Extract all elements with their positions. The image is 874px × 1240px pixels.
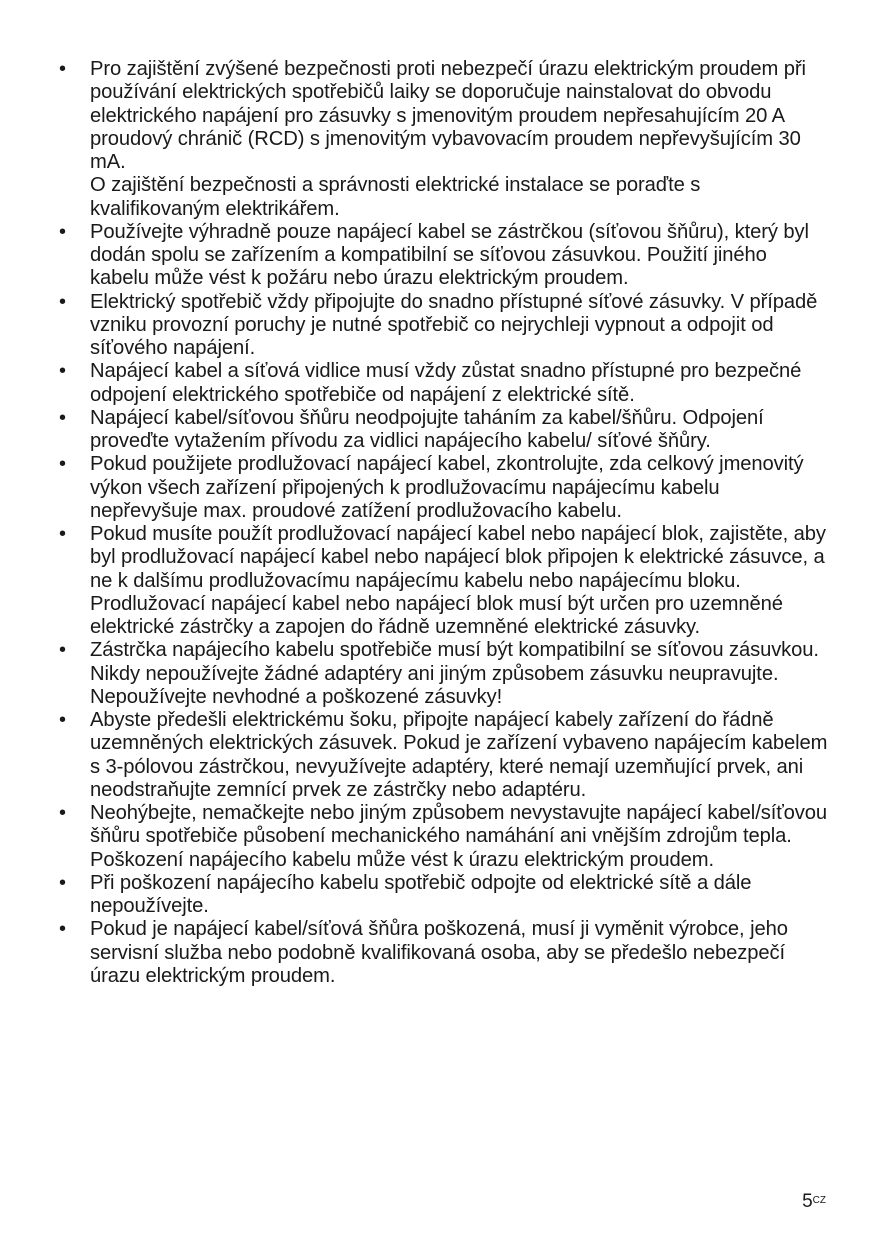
list-item-text: Při poškození napájecího kabelu spotřebič odpojte od elektrické sítě a dále nepoužívejte.: [90, 871, 752, 917]
list-item: [56, 291, 828, 361]
list-item-text: Pokud je napájecí kabel/síťová šňůra poškozená, musí ji vyměnit výrobce, jeho servisní služba nebo podobně kvalifikovaná osoba, aby se předešlo nebezpečí úrazu elektrickým proudem.: [90, 918, 788, 987]
list-item-extra-text: O zajištění bezpečnosti a správnosti elektrické instalace se poraďte s kvalifikovaným elektrikářem.: [90, 174, 701, 220]
language-code: CZ: [812, 1195, 826, 1206]
bullet-icon: •: [59, 523, 66, 545]
bullet-icon: •: [59, 709, 66, 731]
bullet-icon: •: [59, 58, 66, 80]
list-item-text: Používejte výhradně pouze napájecí kabel se zástrčkou (síťovou šňůru), který byl dodán spolu se zařízením a kompatibilní se síťovou zásuvkou. Použití jiného kabelu může vést k požáru nebo úrazu elektrickým proudem.: [90, 220, 809, 290]
bullet-icon: •: [59, 802, 66, 824]
bullet-icon: •: [59, 290, 66, 313]
list-item: [56, 407, 828, 454]
list-item: [56, 523, 828, 639]
bullet-icon: •: [59, 918, 66, 941]
list-item-text: Napájecí kabel a síťová vidlice musí vždy zůstat snadno přístupné pro bezpečné odpojení elektrického spotřebiče od napájení z elektrické sítě.: [90, 360, 802, 406]
list-item: [56, 58, 828, 221]
list-item-text: Pokud musíte použít prodlužovací napájecí kabel nebo napájecí blok, zajistěte, aby byl prodlužovací napájecí kabel nebo napájecí blok připojen k elektrické zásuvce, a ne k dalšímu prodlužovacímu napájecímu kabelu nebo napájecímu bloku. Prodlužovací napájecí kabel nebo napájecí blok musí být určen pro uzemněné elektrické zástrčky a zapojen do řádně uzemněné elektrické zásuvky.: [90, 523, 826, 638]
list-item-text: Pro zajištění zvýšené bezpečnosti proti nebezpečí úrazu elektrickým proudem při používání elektrických spotřebičů laiky se doporučuje nainstalovat do obvodu elektrického napájení pro zásuvky s jmenovitým proudem nepřesahujícím 20 A proudový chránič (RCD) s jmenovitým vybavovacím proudem nepřevyšujícím 30 mA.: [90, 58, 806, 173]
list-item: [56, 453, 828, 523]
list-item-text: Napájecí kabel/síťovou šňůru neodpojujte taháním za kabel/šňůru. Odpojení proveďte vytažením přívodu za vidlici napájecího kabelu/ síťové šňůry.: [90, 406, 764, 452]
bullet-icon: •: [59, 406, 66, 429]
bullet-icon: •: [59, 639, 66, 662]
list-item-text: Zástrčka napájecího kabelu spotřebiče musí být kompatibilní se síťovou zásuvkou. Nikdy nepoužívejte žádné adaptéry ani jiným způsobem zásuvku neupravujte. Nepoužívejte nevhodné a poškozené zásuvky!: [90, 639, 819, 708]
list-item: [56, 918, 828, 988]
list-item: [56, 360, 828, 407]
list-item-text: Pokud použijete prodlužovací napájecí kabel, zkontrolujte, zda celkový jmenovitý výkon všech zařízení připojených k prodlužovacímu napájecímu kabelu nepřevyšuje max. proudové zatížení prodlužovacího kabelu.: [90, 453, 804, 522]
safety-instructions-list: [56, 58, 828, 988]
bullet-icon: •: [59, 871, 66, 894]
bullet-icon: •: [59, 360, 66, 383]
bullet-icon: •: [59, 453, 66, 476]
list-item: [56, 709, 828, 802]
page-number: [802, 1192, 826, 1212]
list-item: [56, 221, 828, 291]
list-item-text: Neohýbejte, nemačkejte nebo jiným způsobem nevystavujte napájecí kabel/síťovou šňůru spotřebiče působení mechanického namáhání ani vnějším zdrojům tepla. Poškození napájecího kabelu může vést k úrazu elektrickým proudem.: [90, 802, 828, 871]
list-item: [56, 639, 828, 709]
list-item: [56, 872, 828, 919]
list-item-text: Elektrický spotřebič vždy připojujte do snadno přístupné síťové zásuvky. V případě vzniku provozní poruchy je nutné spotřebič co nejrychleji vypnout a odpojit od síťového napájení.: [90, 290, 818, 359]
list-item-text: Abyste předešli elektrickému šoku, připojte napájecí kabely zařízení do řádně uzemněných elektrických zásuvek. Pokud je zařízení vybaveno napájecím kabelem s 3-pólovou zástrčkou, nevyužívejte adaptéry, které nemají uzemňující prvek, ani neodstraňujte zemnící prvek ze zástrčky nebo adaptéru.: [90, 709, 828, 801]
page-number-value: 5: [802, 1191, 813, 1212]
list-item: [56, 802, 828, 872]
bullet-icon: •: [59, 220, 66, 243]
